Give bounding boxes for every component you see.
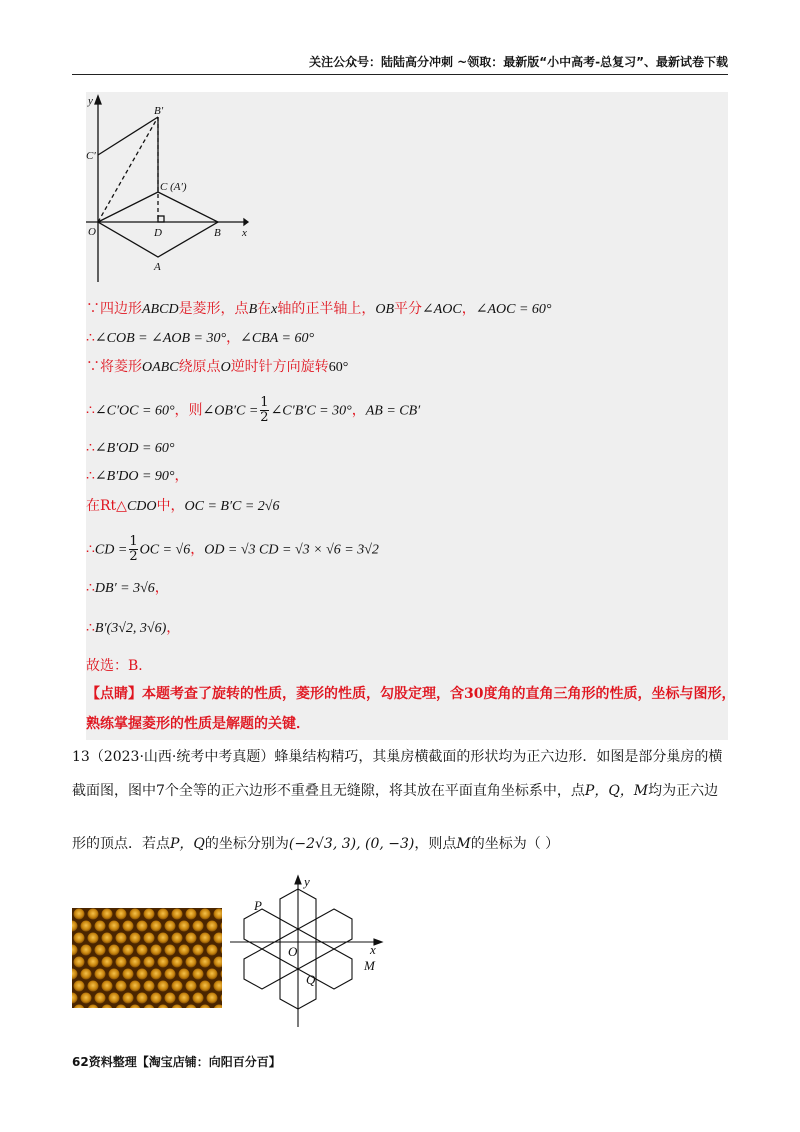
rhombus-rotation-figure xyxy=(86,92,286,287)
solution-line-8: ∴CD = $\frac{1}{2}$ OC = √6，OD = √3 CD = √3 × √6 = 3√2 xyxy=(86,534,379,564)
fraction-half-2: $\frac{1}{2}$ xyxy=(129,534,138,564)
solution-line-12: 【点睛】本题考查了旋转的性质，菱形的性质，勾股定理，含30度角的直角三角形的性质，坐标与图形， xyxy=(86,686,736,702)
fig1-d-label: D xyxy=(154,227,162,239)
fig2-p-label: P xyxy=(254,898,262,913)
fig1-x-label: x xyxy=(242,227,247,239)
problem-line-1: 13（2023·山西·统考中考真题）蜂巢结构精巧，其巢房横截面的形状均为正六边形．如图是部分巢房的横 xyxy=(72,749,723,765)
honeycomb-photo xyxy=(72,908,222,1008)
page-footer: 62资料整理【淘宝店铺：向阳百分百】 xyxy=(72,1055,281,1069)
fig1-o-label: O xyxy=(88,226,96,238)
fig2-y-label: y xyxy=(304,874,310,889)
solution-line-11: 故选：B． xyxy=(86,658,153,674)
page-header: 关注公众号：陆陆高分冲刺 ~领取：最新版“小中高考-总复习”、最新试卷下载 xyxy=(72,54,728,75)
fig2-o-label: O xyxy=(288,944,298,959)
solution-block xyxy=(86,92,736,740)
solution-line-10: ∴B′(3√2, 3√6)， xyxy=(86,620,181,636)
solution-line-2: ∴∠COB = ∠AOB = 30°，∠CBA = 60° xyxy=(86,330,315,346)
fig2-x-label: x xyxy=(370,942,376,957)
solution-line-9: ∴DB′ = 3√6， xyxy=(86,580,169,596)
fig1-ca-label: C (A′) xyxy=(160,181,187,193)
fig1-cprime-label: C′ xyxy=(86,150,96,162)
fig1-b-label: B xyxy=(214,227,221,239)
hexagon-grid-figure xyxy=(228,872,388,1032)
fig1-y-label: y xyxy=(88,95,93,107)
solution-line-4: ∴∠C′OC = 60°，则∠OB′C = $\frac{1}{2}$ ∠C′B′C = 30°，AB = CB′ xyxy=(86,395,421,425)
solution-line-6: ∴∠B′DO = 90°， xyxy=(86,468,189,484)
solution-line-1: ∵四边形ABCD是菱形，点B在x轴的正半轴上，OB平分∠AOC，∠AOC = 60° xyxy=(86,301,552,317)
solution-line-13: 熟练掌握菱形的性质是解题的关键． xyxy=(86,716,310,732)
fig2-m-label: M xyxy=(364,958,375,973)
fraction-half: $\frac{1}{2}$ xyxy=(260,395,269,425)
fig2-q-label: Q xyxy=(306,972,316,987)
fig1-a-label: A xyxy=(154,261,161,273)
problem-line-2: 截面图，图中7个全等的正六边形不重叠且无缝隙，将其放在平面直角坐标系中，点P，Q，M均为正六边 xyxy=(72,783,719,799)
solution-line-3: ∵将菱形OABC绕原点O逆时针方向旋转60° xyxy=(86,359,349,375)
solution-line-5: ∴∠B′OD = 60° xyxy=(86,440,175,456)
fig1-bprime-label: B′ xyxy=(154,105,164,117)
problem-line-3: 形的顶点．若点P，Q的坐标分别为(−2√3, 3), (0, −3)，则点M的坐标为（ ） xyxy=(72,836,560,852)
solution-line-7: 在Rt△CDO中，OC = B′C = 2√6 xyxy=(86,498,280,514)
